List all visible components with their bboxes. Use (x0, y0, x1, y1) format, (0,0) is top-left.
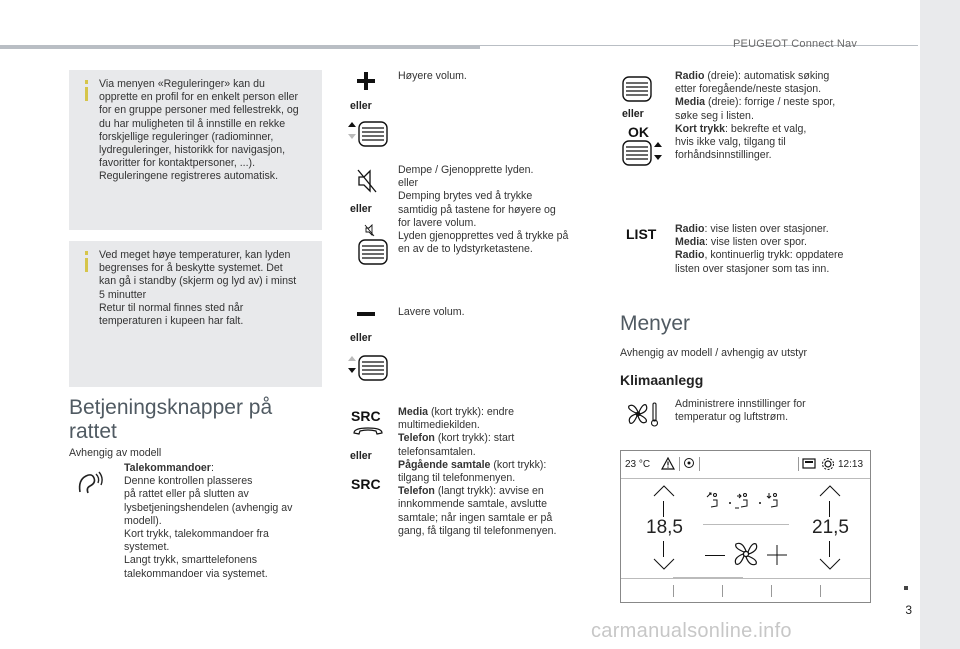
menus-subtitle: Avhengig av modell / avhengig av utstyr (620, 347, 808, 359)
note-line: begrenses for å beskytte systemet. Det (99, 262, 283, 275)
steering-subtitle: Avhengig av modell (69, 447, 162, 459)
info-icon (79, 251, 93, 279)
list-text (675, 223, 875, 276)
voice-line: systemet. (124, 541, 170, 554)
media-label: Media (675, 96, 706, 109)
screen-status-bar (621, 451, 870, 479)
src-media-label: Media (398, 406, 429, 418)
clock: 12:13 (838, 459, 864, 470)
note-line: du har muligheten til å innstille en rekke (99, 117, 286, 130)
airflow-mode-icons (703, 491, 793, 511)
src-line: tilgang til telefonmenyen. (398, 472, 516, 485)
voice-colon: : (210, 462, 214, 474)
voice-line: modell). (124, 514, 162, 527)
footer-divider (722, 585, 723, 597)
left-temperature: 18,5 (646, 517, 683, 538)
note-line: Retur til normal finnes sted når (99, 301, 244, 314)
scroll-wheel-down-icon (346, 353, 390, 383)
radio-label: Radio (675, 249, 705, 262)
page-number: 3 (905, 603, 912, 617)
section-title-menus: Menyer (620, 312, 691, 335)
right-temp-divider (829, 501, 830, 517)
left-temp-divider (663, 541, 664, 557)
list-label: LIST (626, 226, 657, 242)
or-label: eller (350, 203, 372, 215)
scroll-wheel-mute-icon (346, 224, 390, 268)
phone-handset-icon (352, 426, 384, 436)
radio-text-part: (dreie): automatisk søking (704, 70, 830, 82)
src-line: samtale; når ingen samtale er på (398, 511, 553, 524)
outside-temperature: 23 °C (625, 459, 651, 470)
section-title-climate: Klimaanlegg (620, 372, 704, 388)
end-marker (904, 586, 908, 590)
src-line: innkommende samtale, avslutte (398, 498, 547, 511)
media-label: Media (675, 236, 706, 249)
volume-down-text: Lavere volum. (398, 306, 465, 318)
screen-footer (621, 578, 870, 602)
footer-active-indicator (673, 577, 743, 579)
climate-line: Administrere innstillinger for (675, 398, 806, 410)
src-line: telefonsamtalen. (398, 445, 476, 458)
voice-command-icon (76, 470, 104, 496)
note-line: kan gå i standby (skjerm og lyd av) i minst (99, 275, 297, 288)
radio-line: hvis ikke valg, tilgang til (675, 136, 786, 149)
climate-text (675, 398, 875, 424)
mute-line: samtidig på tastene for høyere og (398, 203, 556, 216)
note-line: forskjellige reguleringer (radiominner, (99, 130, 274, 143)
note-line: Via menyen «Reguleringer» kan du (99, 78, 265, 90)
src-label: SRC (351, 408, 381, 424)
title-line: rattet (69, 420, 117, 443)
title-line: Betjeningsknapper på (69, 396, 273, 419)
info-icon (79, 80, 93, 108)
note-line: temperaturen i kupeen har falt. (99, 315, 244, 328)
mute-line: Demping brytes ved å trykke (398, 190, 533, 203)
status-divider (798, 457, 799, 471)
right-temp-up-chevron-icon (819, 485, 841, 497)
voice-line: Denne kontrollen plasseres (124, 475, 253, 488)
src-ongoing-label: Pågående samtale (398, 458, 491, 471)
src-phone-label: Telefon (398, 432, 435, 445)
scroll-wheel-icon (620, 75, 656, 103)
src-line: multimediekilden. (398, 419, 480, 432)
left-temp-down-chevron-icon (653, 558, 675, 570)
climate-screen (620, 450, 871, 603)
header-rule (0, 45, 480, 49)
header-title: PEUGEOT Connect Nav (733, 38, 858, 50)
or-label: eller (350, 332, 372, 344)
screen-mode-icon (802, 458, 816, 470)
src-phone-label: Telefon (398, 485, 435, 498)
radio-text-part: : bekrefte et valg, (725, 122, 807, 135)
mute-line: en av de to lydstyrketastene. (398, 243, 533, 256)
voice-line: talekommandoer via systemet. (124, 567, 268, 580)
ok-text (675, 70, 875, 162)
ok-label: OK (628, 124, 649, 140)
minus-icon (357, 311, 375, 317)
warning-icon (661, 457, 675, 470)
voice-command-text (124, 462, 324, 581)
note-line: for en gruppe personer med fellestrekk, og (99, 104, 299, 117)
src-text-part: (kort trykk): (490, 458, 547, 471)
or-label: eller (622, 108, 644, 120)
fan-decrease-icon (705, 555, 725, 556)
footer-divider (771, 585, 772, 597)
mute-icon (356, 168, 378, 194)
list-line: listen over stasjoner som tas inn. (675, 262, 830, 275)
voice-label: Talekommandoer (124, 462, 211, 474)
mute-line: Lyden gjenopprettes ved å trykke på (398, 230, 569, 243)
climate-line: temperatur og luftstrøm. (675, 411, 789, 424)
src-text-part: (kort trykk): endre (428, 406, 514, 418)
voice-line: lysbetjeningshendelen (avhengig av (124, 501, 293, 514)
right-temp-divider (829, 541, 830, 557)
mute-text (398, 164, 598, 256)
fan-increase-icon (767, 545, 787, 565)
voice-line: Langt trykk, smarttelefonens (124, 554, 258, 567)
status-divider (679, 457, 680, 471)
radio-line: forhåndsinnstillinger. (675, 149, 772, 162)
radio-label: Radio (675, 223, 705, 235)
side-strip (920, 0, 960, 649)
scroll-wheel-up-icon (346, 120, 390, 148)
src-line: gang, få tilgang til telefonmenyen. (398, 524, 557, 537)
mute-line: eller (398, 177, 419, 190)
volume-up-text: Høyere volum. (398, 70, 467, 82)
footer-divider (673, 585, 674, 597)
src-text-part: (kort trykk): start (434, 432, 515, 445)
settings-gear-icon (821, 457, 835, 471)
location-icon (683, 457, 695, 470)
scroll-wheel-updown-icon (620, 140, 664, 166)
status-divider (699, 457, 700, 471)
watermark: carmanualsonline.info (591, 620, 792, 642)
src-text (398, 406, 598, 538)
mute-line: Dempe / Gjenopprette lyden. (398, 164, 534, 176)
note-line: opprette en profil for en enkelt person eller (99, 91, 299, 104)
mode-divider (703, 524, 789, 525)
note-line: 5 minutter (99, 288, 147, 301)
info-note-profiles (69, 70, 322, 230)
voice-line: Kort trykk, talekommandoer fra (124, 528, 269, 541)
radio-line: etter foregående/neste stasjon. (675, 83, 822, 96)
note-line: Ved meget høye temperaturer, kan lyden (99, 249, 291, 261)
footer-divider (820, 585, 821, 597)
list-text-part: , kontinuerlig trykk: oppdatere (704, 249, 844, 262)
radio-line: søke seg i listen. (675, 109, 754, 122)
voice-line: på rattet eller på slutten av (124, 488, 249, 501)
info-note-temperature (69, 241, 322, 387)
or-label: eller (350, 450, 372, 462)
src-label-2: SRC (351, 476, 381, 492)
note-line: favoritter for kontaktpersoner, ...). (99, 157, 256, 170)
note-line: lydreguleringer, historikk for navigasjon, (99, 144, 286, 157)
plus-icon (357, 72, 375, 90)
climate-fan-icon (626, 400, 660, 428)
list-text-part: : vise listen over spor. (705, 236, 807, 249)
right-temp-down-chevron-icon (819, 558, 841, 570)
radio-label: Radio (675, 70, 705, 82)
mute-line: for lavere volum. (398, 216, 477, 229)
fan-icon (731, 539, 761, 569)
short-press-label: Kort trykk (675, 122, 726, 135)
note-line: Reguleringene registreres automatisk. (99, 170, 279, 183)
left-temp-divider (663, 501, 664, 517)
radio-text-part: (dreie): forrige / neste spor, (705, 96, 836, 109)
left-temp-up-chevron-icon (653, 485, 675, 497)
section-title-steering (69, 396, 272, 444)
src-text-part: (langt trykk): avvise en (434, 485, 544, 498)
right-temperature: 21,5 (812, 517, 849, 538)
or-label: eller (350, 100, 372, 112)
list-text-part: : vise listen over stasjoner. (704, 223, 829, 235)
